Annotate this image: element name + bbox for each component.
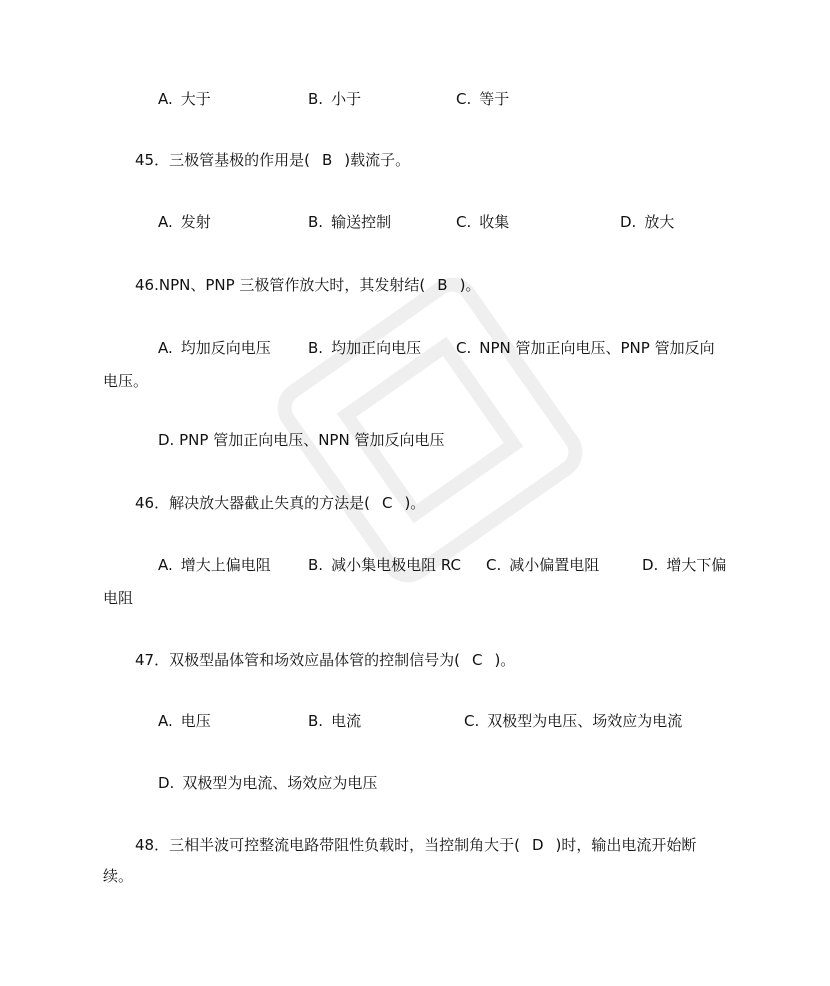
question-46-first bbox=[135, 275, 480, 295]
question-number: 48． bbox=[135, 836, 170, 854]
option-letter: B. bbox=[308, 339, 324, 357]
q46b-option-b bbox=[308, 555, 461, 575]
option-text: 减小集电极电阻 RC bbox=[331, 556, 461, 574]
q46a-option-a bbox=[158, 338, 271, 358]
option-letter: B. bbox=[308, 712, 324, 730]
option-text: 等于 bbox=[479, 90, 510, 108]
option-text: 小于 bbox=[331, 90, 362, 108]
question-text-after: )。 bbox=[404, 494, 426, 512]
option-text: PNP 管加正向电压、NPN 管加反向电压 bbox=[179, 431, 445, 449]
option-letter: A. bbox=[158, 712, 173, 730]
option-text: 双极型为电压、场效应为电流 bbox=[487, 712, 683, 730]
option-letter: D. bbox=[620, 213, 637, 231]
option-letter: C. bbox=[486, 556, 502, 574]
answer-letter: C bbox=[381, 494, 393, 512]
question-text-after: )时，输出电流开始断 bbox=[555, 836, 697, 854]
option-text: 放大 bbox=[644, 213, 675, 231]
question-text-after: )载流子。 bbox=[344, 151, 411, 169]
option-text: 均加反向电压 bbox=[180, 339, 271, 357]
q44-option-a bbox=[158, 89, 211, 109]
question-text-after: )。 bbox=[459, 276, 481, 294]
option-text: 大于 bbox=[180, 90, 211, 108]
option-letter: B. bbox=[308, 90, 324, 108]
question-46-second bbox=[135, 493, 425, 513]
option-text: 发射 bbox=[180, 213, 211, 231]
q45-option-c bbox=[456, 212, 509, 232]
option-letter: A. bbox=[158, 213, 173, 231]
q46a-option-c bbox=[456, 338, 715, 358]
option-text: 输送控制 bbox=[331, 213, 392, 231]
option-letter: A. bbox=[158, 556, 173, 574]
q46a-option-d bbox=[158, 430, 444, 450]
option-text: 电流 bbox=[331, 712, 362, 730]
q44-option-c bbox=[456, 89, 509, 109]
q46b-option-a bbox=[158, 555, 271, 575]
question-text-after: )。 bbox=[494, 651, 516, 669]
question-48 bbox=[135, 835, 696, 855]
option-text: 收集 bbox=[479, 213, 510, 231]
option-text: 电压 bbox=[180, 712, 211, 730]
q45-option-b bbox=[308, 212, 391, 232]
option-text: 增大下偏 bbox=[666, 556, 727, 574]
question-47 bbox=[135, 650, 515, 670]
answer-letter: D bbox=[531, 836, 544, 854]
question-text-before: 解决放大器截止失真的方法是( bbox=[169, 494, 370, 512]
q45-option-a bbox=[158, 212, 211, 232]
option-text: 增大上偏电阻 bbox=[180, 556, 271, 574]
option-text: 减小偏置电阻 bbox=[509, 556, 600, 574]
question-number: 45． bbox=[135, 151, 170, 169]
question-45 bbox=[135, 150, 410, 170]
option-letter: C. bbox=[456, 213, 472, 231]
q48-wrap-line: 续。 bbox=[103, 867, 134, 885]
q47-option-b bbox=[308, 711, 361, 731]
question-number: 47． bbox=[135, 651, 170, 669]
q46a-wrap-line: 电压。 bbox=[103, 372, 149, 390]
option-text: 均加正向电压 bbox=[331, 339, 422, 357]
question-text-before: 三极管基极的作用是( bbox=[169, 151, 310, 169]
q45-option-d bbox=[620, 212, 674, 232]
option-letter: D. bbox=[158, 774, 175, 792]
option-letter: C. bbox=[456, 339, 472, 357]
question-text-before: 双极型晶体管和场效应晶体管的控制信号为( bbox=[169, 651, 460, 669]
option-text: NPN 管加正向电压、PNP 管加反向 bbox=[479, 339, 715, 357]
answer-letter: B bbox=[321, 151, 333, 169]
q47-option-a bbox=[158, 711, 211, 731]
question-text-before: NPN、PNP 三极管作放大时，其发射结( bbox=[158, 276, 426, 294]
option-letter: B. bbox=[308, 556, 324, 574]
option-letter: C. bbox=[464, 712, 480, 730]
question-text-before: 三相半波可控整流电路带阻性负载时，当控制角大于( bbox=[169, 836, 520, 854]
q46a-option-b bbox=[308, 338, 421, 358]
answer-letter: C bbox=[471, 651, 483, 669]
q46b-wrap-line: 电阻 bbox=[103, 589, 134, 607]
option-letter: C. bbox=[456, 90, 472, 108]
q47-option-c bbox=[464, 711, 682, 731]
option-letter: A. bbox=[158, 90, 173, 108]
q47-option-d bbox=[158, 773, 377, 793]
option-letter: B. bbox=[308, 213, 324, 231]
q46b-option-c bbox=[486, 555, 599, 575]
question-number: 46. bbox=[135, 276, 159, 294]
option-letter: A. bbox=[158, 339, 173, 357]
q46b-option-d bbox=[642, 555, 726, 575]
option-letter: D. bbox=[642, 556, 659, 574]
q44-option-b bbox=[308, 89, 361, 109]
answer-letter: B bbox=[437, 276, 448, 294]
option-letter: D. bbox=[158, 431, 175, 449]
question-number: 46． bbox=[135, 494, 170, 512]
option-text: 双极型为电流、场效应为电压 bbox=[182, 774, 378, 792]
